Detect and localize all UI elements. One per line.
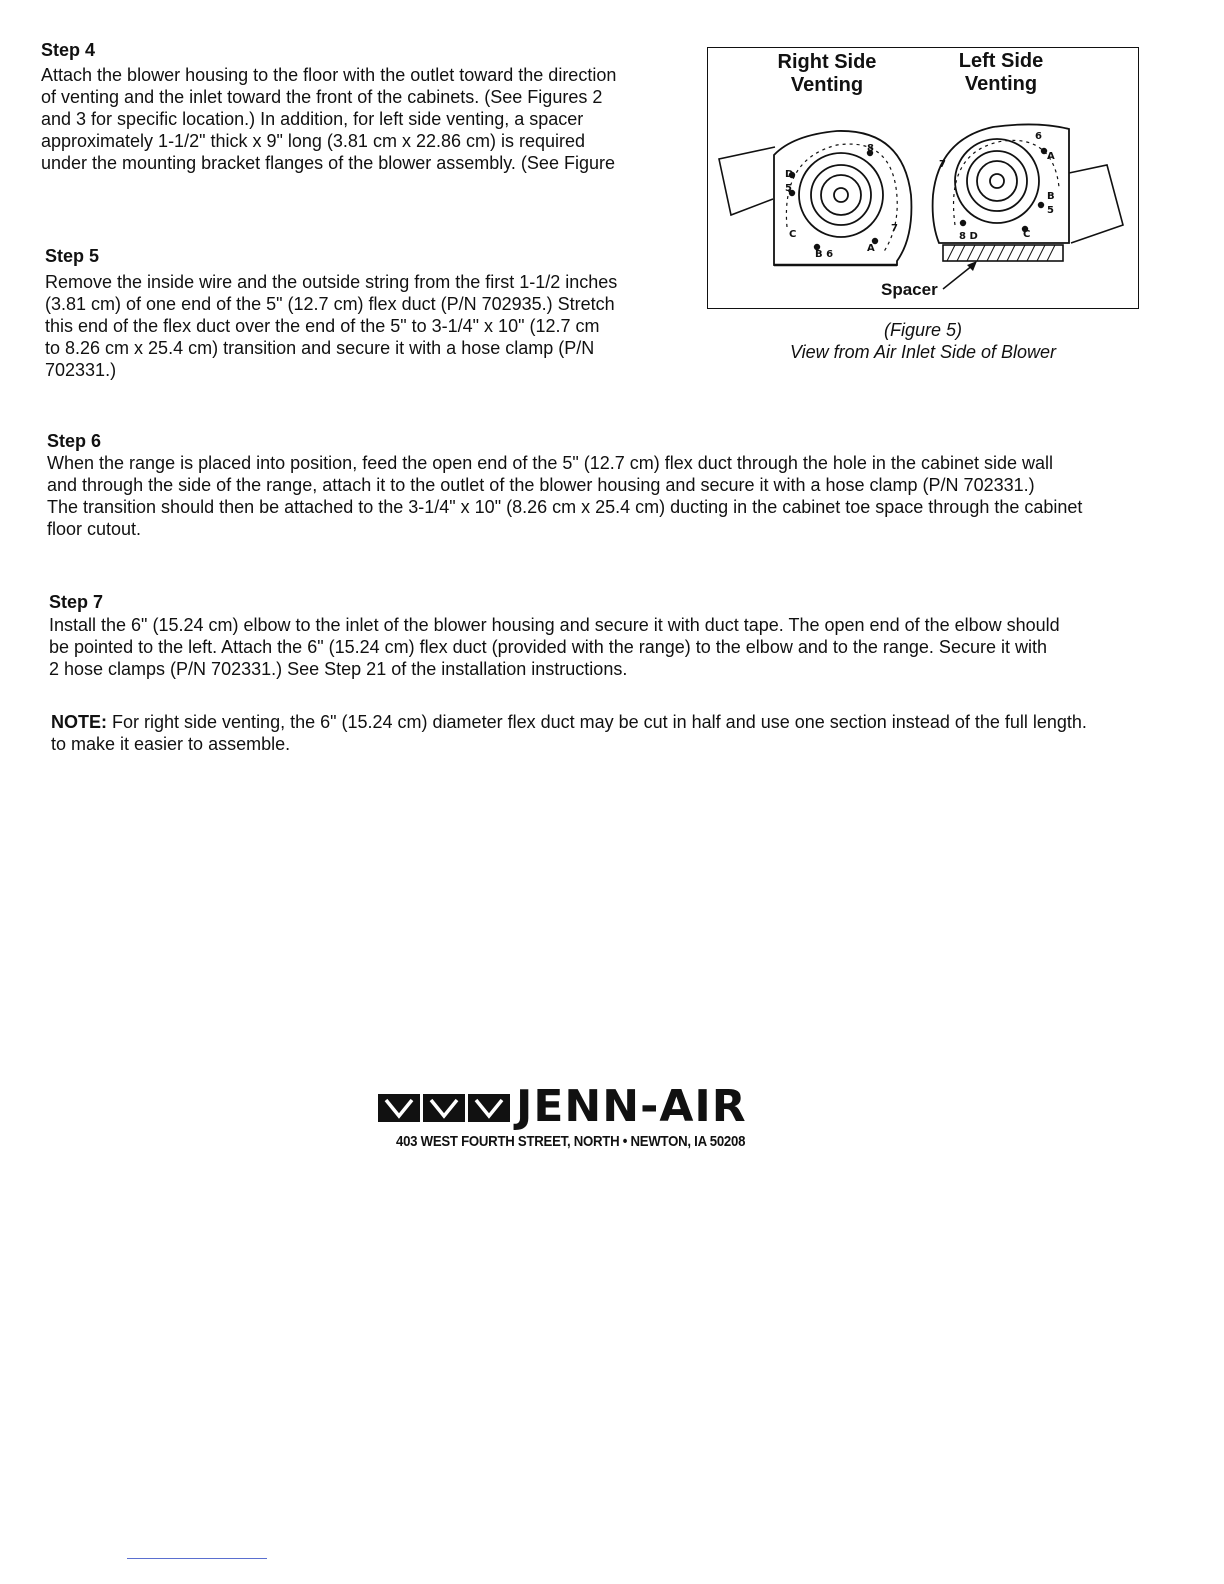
step-5-line: 702331.)	[45, 360, 117, 380]
right-mark-a: A	[867, 243, 875, 254]
right-mark-d: D	[785, 169, 794, 180]
step-6-line: and through the side of the range, attach it to the outlet of the blower housing and secure it with a hose clamp (P/N 702331.)	[47, 475, 1035, 495]
left-mark-c: C	[1023, 229, 1031, 240]
step-4-line: approximately 1-1/2" thick x 9" long (3.81 cm x 22.86 cm) is required	[41, 131, 586, 151]
left-title-line: Venting	[964, 73, 1038, 95]
step-7-heading: Step 7	[49, 592, 104, 612]
left-mark-8d: 8 D	[959, 231, 978, 242]
step-7-body	[49, 614, 1141, 680]
note-text: For right side venting, the 6" (15.24 cm) diameter flex duct may be cut in half and use one section instead of the full length.	[107, 712, 1087, 732]
jenn-air-logo	[378, 1081, 747, 1132]
right-title-line: Venting	[790, 74, 864, 96]
step-4-line: and 3 for specific location.) In addition, for left side venting, a spacer	[41, 109, 584, 129]
brand-wordmark: JENN-AIR	[516, 1081, 747, 1132]
step-5-heading: Step 5	[45, 246, 100, 266]
left-mark-7: 7	[939, 159, 946, 170]
right-mark-c: C	[789, 229, 797, 240]
right-mark-b6: B 6	[815, 249, 834, 260]
step-4-line: Attach the blower housing to the floor with the outlet toward the direction	[41, 65, 617, 85]
left-mark-b: B	[1047, 191, 1055, 202]
note-text-line-2: to make it easier to assemble.	[51, 734, 291, 754]
step-4-line: of venting and the inlet toward the front of the cabinets. (See Figures 2	[41, 87, 603, 107]
step-6-body	[47, 452, 1139, 540]
step-7-line: Install the 6" (15.24 cm) elbow to the inlet of the blower housing and secure it with duct tape. The open end of the elbow should	[49, 615, 1060, 635]
right-mark-7: 7	[891, 223, 898, 234]
step-5-line: Remove the inside wire and the outside string from the first 1-1/2 inches	[45, 272, 618, 292]
step-7-line: 2 hose clamps (P/N 702331.) See Step 21 of the installation instructions.	[49, 659, 628, 679]
spacer-label: Spacer	[881, 280, 938, 299]
step-5-line: this end of the flex duct over the end of the 5" to 3-1/4" x 10" (12.7 cm	[45, 316, 600, 336]
left-title-line: Left Side	[958, 50, 1044, 72]
step-6-line: The transition should then be attached to the 3-1/4" x 10" (8.26 cm x 25.4 cm) ducting in the cabinet toe space through the cabinet	[47, 497, 1083, 517]
step-6-line: When the range is placed into position, feed the open end of the 5" (12.7 cm) flex duct through the hole in the cabinet side wall	[47, 453, 1054, 473]
step-4-body	[41, 64, 661, 174]
figure-5-caption-number: (Figure 5)	[883, 320, 963, 340]
step-6-heading: Step 6	[47, 431, 102, 451]
step-7-line: be pointed to the left. Attach the 6" (15.24 cm) flex duct (provided with the range) to the elbow and to the range. Secure it with	[49, 637, 1047, 657]
left-mark-a: A	[1047, 151, 1055, 162]
left-mark-5: 5	[1047, 205, 1054, 216]
right-side-blower-drawing	[719, 131, 911, 265]
note-paragraph	[51, 711, 1143, 755]
figure-5-caption-description: View from Air Inlet Side of Blower	[789, 342, 1057, 362]
right-mark-5: 5	[785, 183, 792, 194]
right-title-line: Right Side	[777, 51, 877, 73]
spacer-arrow	[943, 261, 977, 289]
blower-diagram	[707, 47, 1139, 309]
step-5-line: to 8.26 cm x 25.4 cm) transition and secure it with a hose clamp (P/N	[45, 338, 595, 358]
step-6-line: floor cutout.	[47, 519, 142, 539]
right-mark-8: 8	[867, 143, 874, 154]
spacer-hatching	[947, 245, 1055, 261]
step-4-line: under the mounting bracket flanges of the blower assembly. (See Figure	[41, 153, 615, 173]
step-5-body	[45, 271, 665, 381]
note-label: NOTE:	[51, 712, 107, 732]
left-mark-6: 6	[1035, 131, 1042, 142]
footer-divider	[127, 1558, 267, 1559]
step-5-line: (3.81 cm) of one end of the 5" (12.7 cm) flex duct (P/N 702935.) Stretch	[45, 294, 615, 314]
step-4-heading: Step 4	[41, 40, 96, 60]
company-address: 403 WEST FOURTH STREET, NORTH • NEWTON, IA 50208	[396, 1133, 746, 1150]
jenn-air-chevron-mark	[378, 1090, 512, 1124]
